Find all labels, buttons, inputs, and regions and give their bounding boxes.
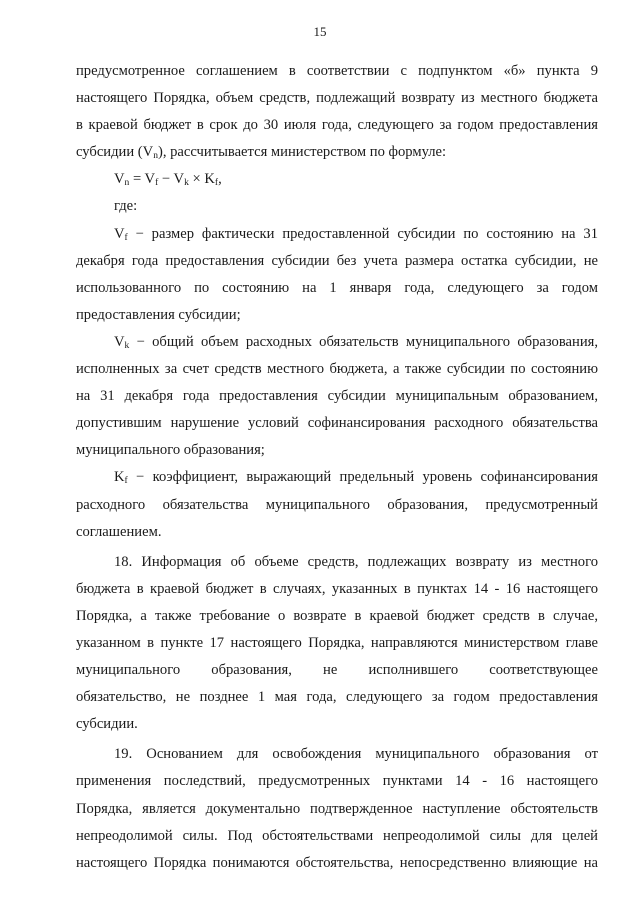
where-label: где: — [114, 198, 138, 215]
text-line: допустившим нарушение условий софинансирования расходного обязательства — [76, 415, 598, 432]
text-line: в краевой бюджет в срок до 30 июля года, следующего за годом предоставления — [76, 117, 598, 134]
text-line: непреодолимой силы. Под обстоятельствами непреодолимой силы для целей — [76, 827, 598, 844]
kf-definition-line — [76, 464, 598, 491]
vf-definition-line — [76, 221, 598, 248]
paragraph-19-line: 19. Основанием для освобождения муниципального образования от — [114, 746, 598, 763]
text-line: на 31 декабря года предоставления субсидии муниципальным образованием, — [76, 388, 598, 405]
text-fragment: − коэффициент, выражающий предельный уровень софинансирования — [127, 469, 598, 486]
subscript: n — [153, 151, 158, 162]
subscript: f — [124, 232, 128, 243]
page-number: 15 — [313, 24, 327, 39]
vk-definition-line — [76, 329, 598, 356]
text-line: соглашением. — [76, 523, 162, 540]
text-line: субсидии. — [76, 716, 138, 733]
text-line: использованного по состоянию на 1 января года, следующего за годом — [76, 279, 598, 296]
subscript: n — [124, 178, 130, 189]
text-fragment: ), рассчитывается министерством по формуле: — [157, 144, 447, 161]
text-line: указанном в пункте 17 настоящего Порядка, направляются министерством главе — [76, 634, 598, 651]
text-fragment: − общий объем расходных обязательств муниципального образования, — [129, 333, 598, 350]
text-line: бюджета в краевой бюджет в случаях, указанных в пунктах 14 - 16 настоящего — [76, 580, 598, 597]
text-line — [76, 139, 598, 166]
formula — [76, 166, 598, 193]
formula-part: − V — [158, 171, 185, 188]
text-line: декабря года предоставления субсидии без учета размера остатка субсидии, не — [76, 252, 598, 269]
text-line: предоставления субсидии; — [76, 306, 241, 323]
text-line: Порядка, а также требование о возврате в краевой бюджет средств в случае, — [76, 607, 598, 624]
symbol: K — [114, 469, 125, 486]
formula-part: × K — [188, 171, 215, 188]
subscript: f — [214, 178, 219, 189]
text-line: применения последствий, предусмотренных пунктами 14 - 16 настоящего — [76, 773, 598, 790]
text-line: настоящего Порядка понимаются обстоятельства, непосредственно влияющие на — [76, 854, 598, 871]
text-fragment: − размер фактически предоставленной субсидии по состоянию на 31 — [127, 225, 598, 242]
subscript: k — [124, 340, 130, 351]
text-line: Порядка, является документально подтвержденное наступление обстоятельств — [76, 800, 598, 817]
text-line: настоящего Порядка, объем средств, подлежащий возврату из местного бюджета — [76, 90, 598, 107]
text-line: обязательство, не позднее 1 мая года, следующего за годом предоставления — [76, 689, 598, 706]
document-body — [76, 58, 598, 877]
formula-part: = V — [129, 171, 156, 188]
symbol: V — [114, 333, 125, 350]
symbol: V — [114, 225, 125, 242]
text-line: расходного обязательства муниципального образования, предусмотренный — [76, 496, 598, 513]
formula-part: V — [114, 171, 125, 188]
text-fragment: субсидии (V — [76, 144, 154, 161]
text-line: предусмотренное соглашением в соответствии с подпунктом «б» пункта 9 — [76, 63, 598, 79]
text-line: муниципального образования; — [76, 442, 265, 459]
formula-part: , — [218, 171, 222, 188]
subscript: f — [124, 476, 128, 487]
paragraph-18-line: 18. Информация об объеме средств, подлежащих возврату из местного — [114, 553, 598, 570]
text-line: муниципального образования, не исполнившего соответствующее — [76, 662, 598, 679]
subscript: f — [155, 178, 159, 189]
text-line: исполненных за счет средств местного бюджета, а также субсидии по состоянию — [76, 361, 598, 378]
subscript: k — [184, 178, 189, 189]
